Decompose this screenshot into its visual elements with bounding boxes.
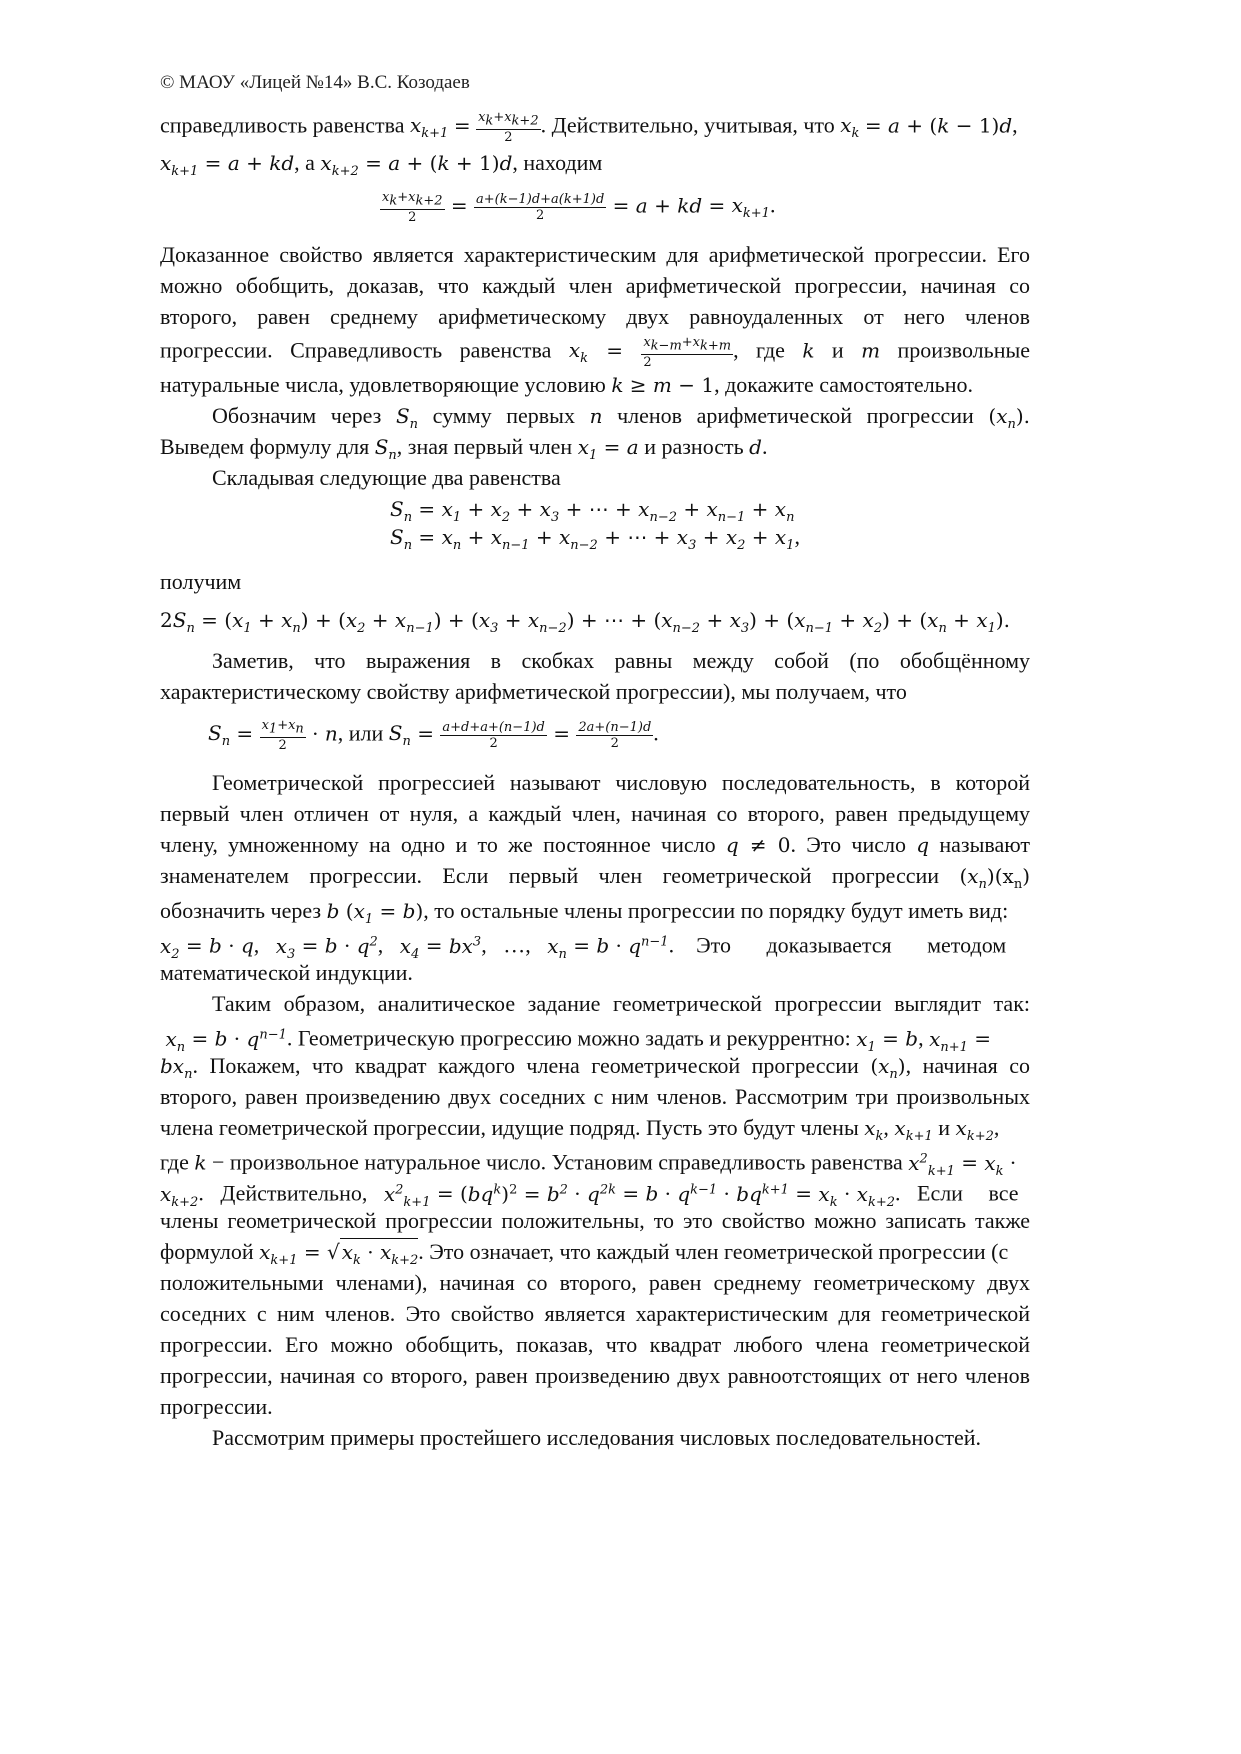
formula-display: $S_n = x_n + x_{n-1} + x_{n-2}$ + ⋯ + $x_3 + x_2 + x_1$, (390, 524, 800, 553)
text-line: прогрессии. Справедливость равенства $x_k$ = $\frac{x_{k-m}+x_{k+m}}{2}$ , где k и m произвольные (160, 335, 1031, 370)
text-line: прогрессии. (160, 1394, 273, 1419)
text-line: $x_{k+2}$. Действительно, $x^2_{k+1} = (bq^k)^2 = b^2 \cdot q^{2k} = b \cdot q^{k-1} \cdot bq^{k+1} = x_k \cdot x_{k+2}$. Если все (160, 1180, 1019, 1210)
text-line: Заметив, что выражения в скобках равны между собой (по обобщённому (212, 648, 1030, 673)
text-line: Геометрической прогрессией называют числовую последовательность, в которой (212, 770, 1030, 795)
text-line: Рассмотрим примеры простейшего исследования числовых последовательностей. (212, 1425, 982, 1450)
text-line: Доказанное свойство является характеристическим для арифметической прогрессии. Его (160, 242, 1030, 267)
formula-display: $S_n$ = $\frac{x_1+x_n}{2}$ · n, или $S_n$ = $\frac{a+d+a+(n-1)d}{2}$ = $\frac{2a+(n-1)d}{2}$ . (208, 718, 659, 753)
text-line: второго, равен среднему арифметическому двух равноудаленных от него членов (160, 304, 1030, 329)
text-line: соседних с ним членов. Это свойство является характеристическим для геометрической (160, 1301, 1030, 1326)
text-line: математической индукции. (160, 960, 413, 985)
text-line: Таким образом, аналитическое задание геометрической прогрессии выглядит так: (212, 991, 1030, 1016)
text-line: прогрессии, начиная со второго, равен произведению двух равноотстоящих от него членов (160, 1363, 1030, 1388)
text-line: члена геометрической прогрессии, идущие подряд. Пусть это будут члены $x_k$, $x_{k+1}$ и $x_{k+2}$, (160, 1115, 1000, 1144)
text-line: прогрессии. Его можно обобщить, показав, что квадрат любого члена геометрической (160, 1332, 1030, 1357)
text-line: $bx_n$. Покажем, что квадрат каждого члена геометрической прогрессии $(x_n)$, начиная со (160, 1053, 1030, 1082)
formula-display: $S_n = x_1 + x_2 + x_3$ + ⋯ + $x_{n-2} + x_{n-1} + x_n$ (390, 497, 795, 525)
text-line: положительными членами), начиная со второго, равен среднему геометрическому двух (160, 1270, 1030, 1295)
text-line: $x_2 = b \cdot q$, $x_3 = b \cdot q^2$, $x_4 = bx^3$, …, $x_n = b \cdot q^{n-1}$. Это доказывается методом (160, 932, 1007, 962)
text-line: члену, умноженному на одно и то же постоянное число q ≠ 0. Это число q называют (160, 832, 1030, 857)
text-line: знаменателем прогрессии. Если первый член геометрической прогрессии $(x_n)(x_n)$ (160, 863, 1030, 892)
text-line: натуральные числа, удовлетворяющие условию k ≥ m − 1, докажите самостоятельно. (160, 372, 973, 397)
text-line: характеристическому свойству арифметической прогрессии), мы получаем, что (160, 679, 907, 704)
text-line: где k − произвольное натуральное число. Установим справедливость равенства $x^2_{k+1} = x_k$ · (160, 1149, 1017, 1179)
text-line: второго, равен произведению двух соседних с ним членов. Рассмотрим три произвольных (160, 1084, 1030, 1109)
text-line: получим (160, 569, 242, 594)
text-line: Складывая следующие два равенства (212, 465, 561, 490)
formula-display: $\frac{x_k+x_{k+2}}{2}$ = $\frac{a+(k-1)d+a(k+1)d}{2}$ = a + kd = $x_{k+1}$. (382, 190, 776, 225)
text-line: Обозначим через $S_n$ сумму первых n членов арифметической прогрессии $(x_n)$. (212, 403, 1031, 432)
text-line: формулой $x_{k+1}$ = √ $x_k \cdot x_{k+2}$. Это означает, что каждый член геометрической прогрессии (с (160, 1239, 1009, 1268)
text-line: обозначить через b $(x_1 = b)$, то остальные члены прогрессии по порядку будут иметь вид: (160, 898, 1009, 927)
formula-display: $2S_n = (x_1 + x_n) + (x_2 + x_{n-1}) + (x_3 + x_{n-2})$ + ⋯ + $(x_{n-2} + x_3) + (x_{n-1} + x_2) + (x_n + x_1)$. (160, 608, 1011, 636)
text-line: $x_{k+1} = a$ + kd, а $x_{k+2} = a + (k + 1)d$, находим (160, 150, 603, 179)
text-line: члены геометрической прогрессии положительны, то это свойство можно записать также (160, 1208, 1030, 1233)
text-line: можно обобщить, доказав, что каждый член арифметической прогрессии, начиная со (160, 273, 1030, 298)
text-line: Выведем формулу для $S_n$, зная первый член $x_1 = a$ и разность d. (160, 434, 768, 463)
text-line: справедливость равенства $x_{k+1}$ = $\frac{x_k+x_{k+2}}{2}$ . Действительно, учитывая, что $x_k = a + (k - 1)d$, (160, 110, 1018, 145)
text-line: первый член отличен от нуля, а каждый член, начиная со второго, равен предыдущему (160, 801, 1030, 826)
page-header: © МАОУ «Лицей №14» В.С. Козодаев (160, 72, 470, 93)
text-line: $x_n = b \cdot q^{n-1}$. Геометрическую прогрессию можно задать и рекуррентно: $x_1 = b$, $x_{n+1}$ = (165, 1025, 992, 1055)
